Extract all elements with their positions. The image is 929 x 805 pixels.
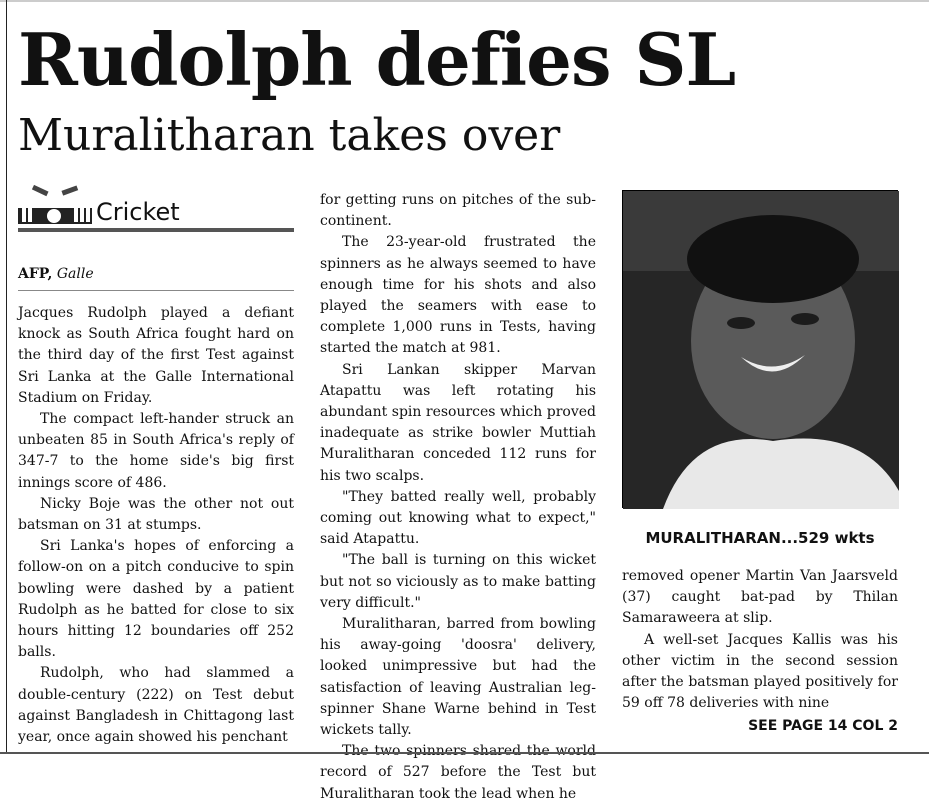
dateline [18, 265, 94, 283]
dateline-agency: AFP, [18, 266, 53, 282]
paragraph: The compact left-hander struck an unbeaten 85 in South Africa's reply of 347-7 to the home side's big first innings score of 486. [18, 411, 294, 491]
cricket-bat-ball-stumps-icon [18, 186, 94, 230]
paragraph: record of 527 before the Test but Muralitharan took the lead when he [320, 764, 596, 802]
subheadline: Muralitharan takes over [18, 110, 561, 161]
paragraph: removed opener Martin Van Jaarsveld (37) caught bat-pad by Thilan Samaraweera at slip. [622, 568, 898, 627]
top-rule [0, 0, 929, 2]
section-header [18, 186, 294, 232]
paragraph: The 23-year-old frustrated the spinners as he always seemed to have enough time for his shots and also played the seamers with ease to complete 1,000 runs in Tests, having started the match at 981. [320, 234, 596, 357]
bottom-rule [0, 752, 929, 754]
paragraph: "They batted really well, probably coming out knowing what to expect," said Atapattu. [320, 488, 596, 548]
paragraph: for getting runs on pitches of the sub-continent. [320, 192, 596, 230]
paragraph: Nicky Boje was the other not out batsman on 31 at stumps. [18, 495, 294, 534]
paragraph: Sri Lanka's hopes of enforcing a follow-on on a pitch conducive to spin bowling were dashed by a patient Rudolph as he batted for close to six hours hitting 12 boundaries off 252 balls. [18, 538, 294, 661]
dateline-place: Galle [56, 266, 94, 282]
headline: Rudolph defies SL [18, 17, 736, 102]
section-underline [18, 228, 294, 232]
article-column-2 [320, 190, 596, 802]
left-column-rule [6, 0, 7, 752]
section-label: Cricket [96, 198, 180, 226]
photo-caption: MURALITHARAN...529 wkts [645, 529, 875, 547]
paragraph: Jacques Rudolph played a defiant knock as South Africa fought hard on the third day of the first Test against Sri Lanka at the Galle International Stadium on Friday. [18, 305, 294, 406]
article-column-1 [18, 303, 294, 753]
portrait-illustration [623, 191, 899, 509]
article-column-3 [622, 566, 898, 716]
paragraph: Rudolph, who had slammed a double-century (222) on Test debut against Bangladesh in Chittagong last year, once again showed his penchant [18, 665, 294, 746]
dateline-rule [18, 290, 294, 291]
paragraph: A well-set Jacques Kallis was his other victim in the second session after the batsman played positively for 59 off 78 deliveries with nine [622, 631, 898, 712]
continuation-note: SEE PAGE 14 COL 2 [748, 718, 898, 734]
paragraph: Sri Lankan skipper Marvan Atapattu was left rotating his abundant spin resources which proved inadequate as strike bowler Muttiah Muralitharan conceded 112 runs for his two scalps. [320, 361, 596, 484]
paragraph: "The ball is turning on this wicket but not so viciously as to make batting very difficult." [320, 552, 596, 611]
paragraph: Muralitharan, barred from bowling his away-going 'doosra' delivery, looked unimpressive but had the satisfaction of leaving Australian leg-spinner Shane Warne behind in Test wickets tally. [320, 616, 596, 739]
player-photo [622, 190, 898, 508]
